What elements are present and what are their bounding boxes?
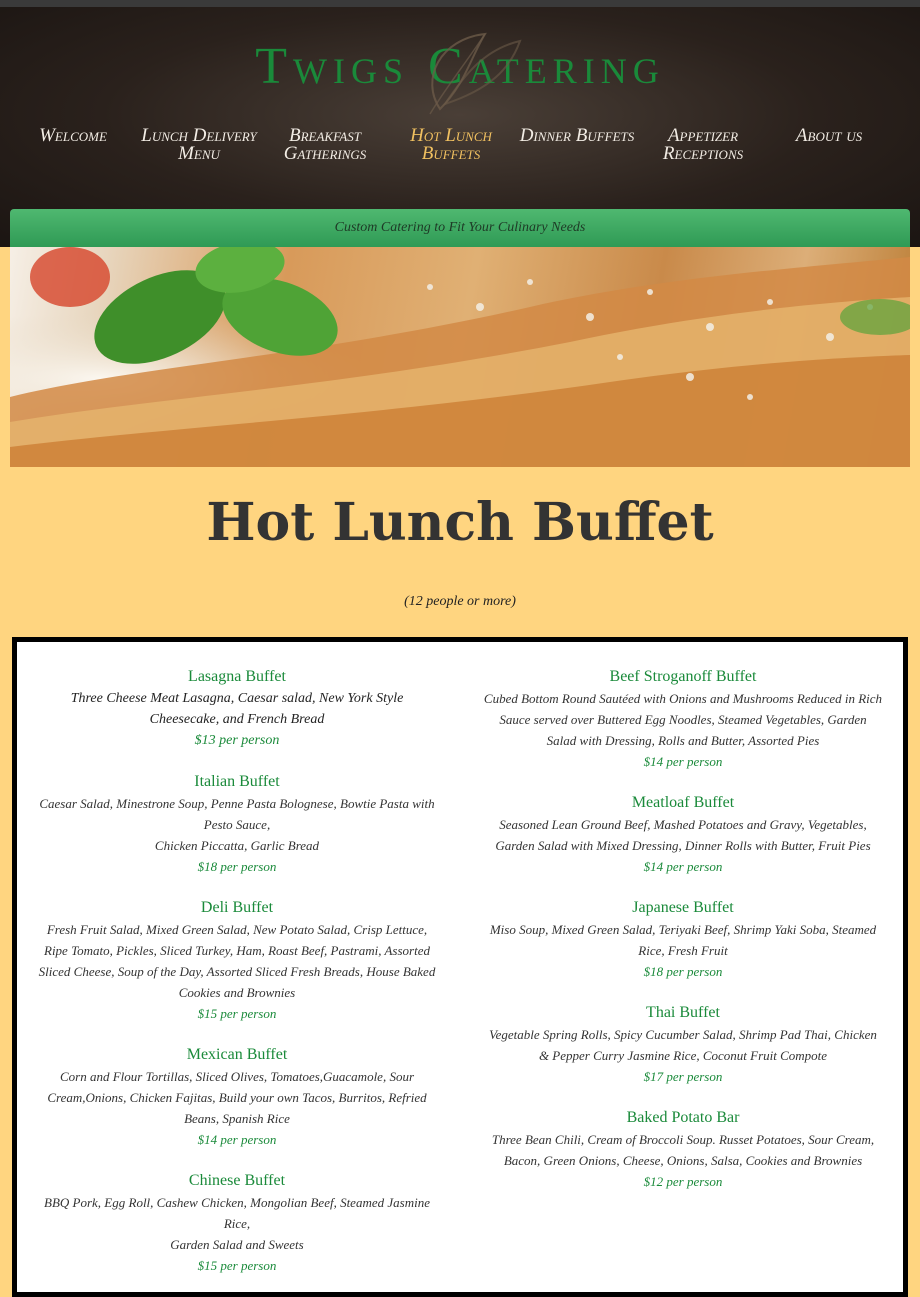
menu-item-price: $18 per person <box>197 859 277 874</box>
top-strip <box>0 0 920 7</box>
nav-item-welcome[interactable]: Welcome <box>39 125 107 146</box>
site-logo[interactable]: Twigs Catering <box>255 38 665 95</box>
menu-item-price: $17 per person <box>643 1069 723 1084</box>
menu-item <box>483 897 883 982</box>
page-title: Hot Lunch Buffet <box>206 492 714 553</box>
nav-item-lunch-delivery-menu[interactable]: Lunch Delivery Menu <box>141 125 257 164</box>
menu-item-name: Lasagna Buffet <box>188 668 286 685</box>
menu-column-left <box>37 666 437 1296</box>
menu-item-price: $14 per person <box>643 859 723 874</box>
menu-item-name: Japanese Buffet <box>632 899 734 916</box>
menu-item-name: Thai Buffet <box>646 1004 720 1021</box>
leaf-logo-icon <box>400 29 540 119</box>
tagline-text: Custom Catering to Fit Your Culinary Needs <box>334 220 586 235</box>
menu-item <box>483 1107 883 1192</box>
menu-item-description: Corn and Flour Tortillas, Sliced Olives, Tomatoes,Guacamole, Sour Cream,Onions, Chicken Fajitas, Build your own Tacos, Burritos, Refried Beans, Spanish Rice <box>47 1069 427 1126</box>
menu-item-name: Deli Buffet <box>200 899 274 916</box>
menu-box <box>12 637 908 1297</box>
nav-item-hot-lunch-buffets[interactable]: Hot Lunch Buffets <box>410 125 492 164</box>
menu-item-price: $14 per person <box>197 1132 277 1147</box>
nav-item-breakfast-gatherings[interactable]: Breakfast Gatherings <box>283 125 367 164</box>
menu-item-description: Vegetable Spring Rolls, Spicy Cucumber Salad, Shrimp Pad Thai, Chicken & Pepper Curry Jasmine Rice, Coconut Fruit Compote <box>489 1027 877 1063</box>
menu-item <box>483 1002 883 1087</box>
menu-item <box>37 666 437 751</box>
menu-item <box>483 666 883 772</box>
menu-item-description-extra: Chicken Piccatta, Garlic Bread <box>154 838 320 853</box>
nav-item-appetizer-receptions[interactable]: Appetizer Receptions <box>662 125 744 164</box>
menu-item-name: Italian Buffet <box>194 773 280 790</box>
menu-item-name: Beef Stroganoff Buffet <box>609 668 757 685</box>
menu-item-description-extra: Garden Salad and Sweets <box>170 1237 304 1252</box>
menu-column-right <box>483 666 883 1212</box>
lasagna-photo <box>10 247 910 467</box>
menu-item-description: Seasoned Lean Ground Beef, Mashed Potatoes and Gravy, Vegetables, Garden Salad with Mixed Dressing, Dinner Rolls with Butter, Fruit Pies <box>495 817 871 853</box>
menu-item-price: $13 per person <box>194 733 280 748</box>
menu-item <box>37 1170 437 1276</box>
tagline-bar <box>10 209 910 247</box>
menu-item-price: $18 per person <box>643 964 723 979</box>
menu-item-description: BBQ Pork, Egg Roll, Cashew Chicken, Mongolian Beef, Steamed Jasmine Rice, <box>44 1195 430 1231</box>
menu-item <box>37 771 437 877</box>
menu-item-name: Baked Potato Bar <box>626 1109 740 1126</box>
hero-image <box>10 247 910 467</box>
nav-item-about-us[interactable]: About us <box>795 125 863 146</box>
menu-item-description: Fresh Fruit Salad, Mixed Green Salad, New Potato Salad, Crisp Lettuce, Ripe Tomato, Pickles, Sliced Turkey, Ham, Roast Beef, Pastrami, Assorted Sliced Cheese, Soup of the Day, Assorted Sliced Fresh Breads, House Baked Cookies and Brownies <box>38 922 436 1000</box>
menu-item-description: Three Cheese Meat Lasagna, Caesar salad, New York Style Cheesecake, and French Bread <box>70 691 404 727</box>
menu-item-description: Cubed Bottom Round Sautéed with Onions and Mushrooms Reduced in Rich Sauce served over Buttered Egg Noodles, Steamed Vegetables, Garden Salad with Dressing, Rolls and Butter, Assorted Pies <box>483 691 883 748</box>
menu-item-name: Mexican Buffet <box>186 1046 288 1063</box>
group-size-note: (12 people or more) <box>404 594 516 609</box>
menu-item-price: $14 per person <box>643 754 723 769</box>
main-nav <box>10 127 910 207</box>
menu-item-price: $15 per person <box>197 1006 277 1021</box>
menu-item-price: $15 per person <box>197 1258 277 1273</box>
menu-item-name: Chinese Buffet <box>188 1172 286 1189</box>
menu-item <box>37 1044 437 1150</box>
menu-item <box>37 897 437 1024</box>
menu-item <box>483 792 883 877</box>
menu-item-description: Three Bean Chili, Cream of Broccoli Soup. Russet Potatoes, Sour Cream, Bacon, Green Onions, Cheese, Onions, Salsa, Cookies and Brownies <box>491 1132 875 1168</box>
menu-item-name: Meatloaf Buffet <box>631 794 735 811</box>
menu-item-description: Miso Soup, Mixed Green Salad, Teriyaki Beef, Shrimp Yaki Soba, Steamed Rice, Fresh Fruit <box>489 922 877 958</box>
nav-item-dinner-buffets[interactable]: Dinner Buffets <box>519 125 635 146</box>
menu-item-description: Caesar Salad, Minestrone Soup, Penne Pasta Bolognese, Bowtie Pasta with Pesto Sauce, <box>39 796 435 832</box>
menu-item-price: $12 per person <box>643 1174 723 1189</box>
